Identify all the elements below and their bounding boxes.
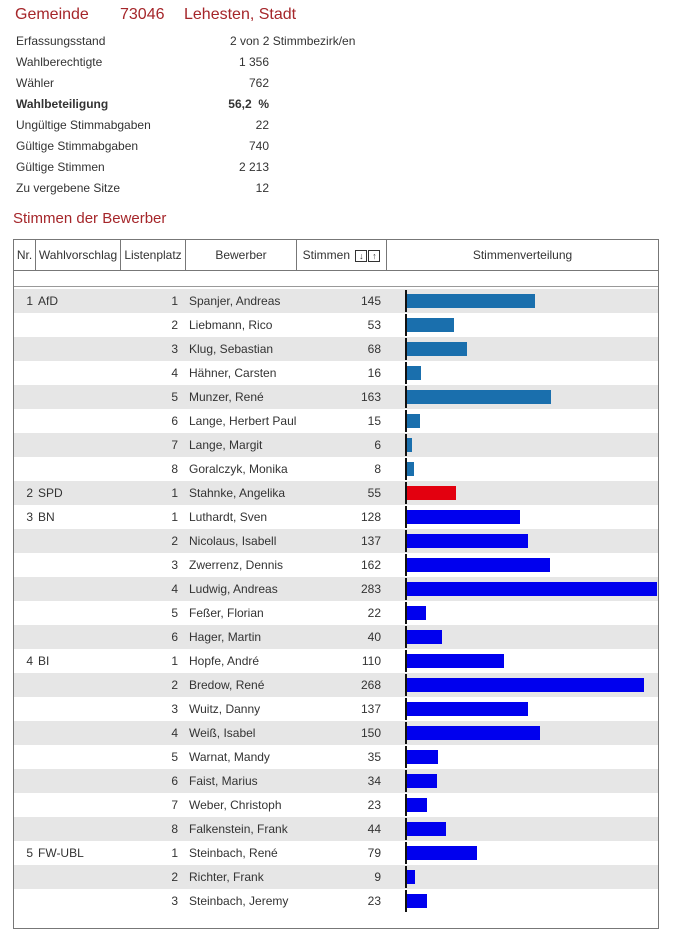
vote-count: 268 bbox=[360, 678, 381, 692]
party-number: 1 bbox=[26, 294, 33, 308]
party-number: 2 bbox=[26, 486, 33, 500]
list-position: 1 bbox=[171, 486, 178, 500]
vote-count: 283 bbox=[360, 582, 381, 596]
party-number: 5 bbox=[26, 846, 33, 860]
table-row bbox=[14, 577, 658, 601]
col-stimmen bbox=[297, 240, 387, 270]
party-name: BI bbox=[38, 654, 50, 668]
table-row bbox=[14, 385, 658, 409]
vote-bar bbox=[407, 702, 528, 716]
list-position: 7 bbox=[171, 438, 178, 452]
vote-bar bbox=[407, 654, 504, 668]
vote-count: 110 bbox=[361, 654, 381, 668]
table-row bbox=[14, 601, 658, 625]
section-title: Stimmen der Bewerber bbox=[13, 210, 167, 227]
vote-bar bbox=[407, 390, 551, 404]
table-row bbox=[14, 697, 658, 721]
list-position: 8 bbox=[171, 462, 178, 476]
col-stimmen-label: Stimmen bbox=[302, 248, 350, 262]
vote-bar bbox=[407, 630, 442, 644]
party-number: 4 bbox=[26, 654, 33, 668]
table-row bbox=[14, 793, 658, 817]
candidate-name: Klug, Sebastian bbox=[189, 342, 274, 356]
table-row bbox=[14, 457, 658, 481]
candidate-name: Zwerrenz, Dennis bbox=[189, 558, 284, 572]
vote-count: 23 bbox=[367, 798, 381, 812]
candidate-name: Steinbach, René bbox=[189, 846, 278, 860]
vote-count: 44 bbox=[367, 822, 381, 836]
vote-count: 34 bbox=[367, 774, 381, 788]
vote-count: 162 bbox=[360, 558, 381, 572]
vote-count: 68 bbox=[367, 342, 381, 356]
table-row bbox=[14, 721, 658, 745]
stat-value: 2 von 2 Stimmbezirk/en bbox=[230, 34, 356, 48]
table-row bbox=[14, 745, 658, 769]
table-header bbox=[14, 240, 658, 271]
list-position: 2 bbox=[171, 318, 178, 332]
list-position: 6 bbox=[171, 414, 178, 428]
list-position: 4 bbox=[171, 726, 178, 740]
vote-count: 23 bbox=[367, 894, 381, 908]
vote-bar bbox=[407, 342, 467, 356]
vote-bar bbox=[407, 798, 427, 812]
table-row bbox=[14, 409, 658, 433]
table-row bbox=[14, 289, 658, 313]
vote-bar bbox=[407, 438, 412, 452]
gemeinde-code: 73046 bbox=[120, 6, 165, 23]
vote-count: 137 bbox=[360, 702, 381, 716]
candidate-name: Goralczyk, Monika bbox=[189, 462, 288, 476]
vote-bar bbox=[407, 462, 414, 476]
col-stimmenverteilung: Stimmenverteilung bbox=[472, 248, 573, 262]
list-position: 1 bbox=[171, 654, 178, 668]
table-row bbox=[14, 769, 658, 793]
vote-count: 22 bbox=[367, 606, 381, 620]
stat-label: Wahlbeteiligung bbox=[16, 97, 109, 111]
vote-bar bbox=[407, 414, 420, 428]
vote-count: 16 bbox=[367, 366, 381, 380]
list-position: 3 bbox=[171, 894, 178, 908]
vote-bar bbox=[407, 894, 427, 908]
vote-bar bbox=[407, 582, 657, 596]
list-position: 2 bbox=[171, 534, 178, 548]
list-position: 4 bbox=[171, 582, 178, 596]
col-listenplatz: Listenplatz bbox=[121, 240, 186, 270]
vote-count: 40 bbox=[367, 630, 381, 644]
table-row bbox=[14, 505, 658, 529]
candidate-name: Richter, Frank bbox=[189, 870, 264, 884]
stat-value: 1 356 bbox=[238, 55, 269, 69]
vote-count: 9 bbox=[374, 870, 381, 884]
list-position: 4 bbox=[171, 366, 178, 380]
list-position: 8 bbox=[171, 822, 178, 836]
table-row bbox=[14, 889, 658, 913]
candidate-name: Munzer, René bbox=[189, 390, 264, 404]
table-row bbox=[14, 337, 658, 361]
vote-bar bbox=[407, 750, 438, 764]
vote-bar bbox=[407, 510, 520, 524]
vote-count: 137 bbox=[360, 534, 381, 548]
table-row bbox=[14, 313, 658, 337]
party-number: 3 bbox=[26, 510, 33, 524]
list-position: 3 bbox=[171, 342, 178, 356]
list-position: 1 bbox=[171, 846, 178, 860]
vote-bar bbox=[407, 678, 644, 692]
vote-bar bbox=[407, 534, 528, 548]
vote-count: 150 bbox=[360, 726, 381, 740]
candidate-name: Wuitz, Danny bbox=[189, 702, 261, 716]
vote-bar bbox=[407, 774, 437, 788]
stat-value: 56,2 % bbox=[228, 97, 269, 111]
list-position: 5 bbox=[171, 606, 178, 620]
gemeinde-name: Lehesten, Stadt bbox=[184, 6, 297, 23]
vote-bar bbox=[407, 486, 456, 500]
table-row bbox=[14, 841, 658, 865]
candidate-name: Weber, Christoph bbox=[189, 798, 282, 812]
stat-label: Zu vergebene Sitze bbox=[16, 181, 121, 195]
table-row bbox=[14, 433, 658, 457]
candidate-name: Stahnke, Angelika bbox=[189, 486, 286, 500]
candidate-name: Ludwig, Andreas bbox=[189, 582, 278, 596]
party-name: AfD bbox=[38, 294, 59, 308]
candidate-name: Nicolaus, Isabell bbox=[189, 534, 277, 548]
col-wahlvorschlag: Wahlvorschlag bbox=[36, 240, 121, 270]
stat-value: 12 bbox=[255, 181, 269, 195]
stat-label: Wahlberechtigte bbox=[16, 55, 103, 69]
stat-value: 740 bbox=[248, 139, 269, 153]
list-position: 5 bbox=[171, 390, 178, 404]
candidate-name: Luthardt, Sven bbox=[189, 510, 268, 524]
list-position: 5 bbox=[171, 750, 178, 764]
candidate-name: Weiß, Isabel bbox=[189, 726, 256, 740]
party-name: BN bbox=[38, 510, 55, 524]
vote-bar bbox=[407, 366, 421, 380]
vote-count: 6 bbox=[374, 438, 381, 452]
candidate-name: Hähner, Carsten bbox=[189, 366, 277, 380]
vote-bar bbox=[407, 318, 454, 332]
col-bewerber: Bewerber bbox=[186, 240, 297, 270]
candidate-name: Hager, Martin bbox=[189, 630, 262, 644]
table-row bbox=[14, 529, 658, 553]
candidate-name: Faist, Marius bbox=[189, 774, 258, 788]
vote-count: 163 bbox=[360, 390, 381, 404]
vote-bar bbox=[407, 606, 426, 620]
vote-bar bbox=[407, 822, 446, 836]
col-nr: Nr. bbox=[14, 240, 36, 270]
vote-count: 79 bbox=[367, 846, 381, 860]
table-row bbox=[14, 625, 658, 649]
list-position: 1 bbox=[171, 294, 178, 308]
vote-bar bbox=[407, 726, 540, 740]
stat-label: Erfassungsstand bbox=[16, 34, 106, 48]
stat-label: Wähler bbox=[16, 76, 55, 90]
vote-bar bbox=[407, 558, 550, 572]
party-name: SPD bbox=[38, 486, 63, 500]
vote-count: 8 bbox=[374, 462, 381, 476]
candidate-name: Steinbach, Jeremy bbox=[189, 894, 289, 908]
vote-bar bbox=[407, 294, 535, 308]
list-position: 1 bbox=[171, 510, 178, 524]
list-position: 7 bbox=[171, 798, 178, 812]
gemeinde-label: Gemeinde bbox=[15, 6, 89, 23]
candidate-name: Hopfe, André bbox=[189, 654, 260, 668]
stat-label: Ungültige Stimmabgaben bbox=[16, 118, 151, 132]
list-position: 6 bbox=[171, 774, 178, 788]
list-position: 6 bbox=[171, 630, 178, 644]
table-row bbox=[14, 865, 658, 889]
list-position: 2 bbox=[171, 870, 178, 884]
sort-ascending-icon[interactable]: ↑ bbox=[368, 250, 380, 262]
results-table bbox=[13, 239, 659, 929]
list-position: 2 bbox=[171, 678, 178, 692]
list-position: 3 bbox=[171, 702, 178, 716]
party-name: FW-UBL bbox=[38, 846, 84, 860]
table-row bbox=[14, 361, 658, 385]
candidate-name: Lange, Herbert Paul bbox=[189, 414, 297, 428]
candidate-name: Liebmann, Rico bbox=[189, 318, 273, 332]
vote-count: 35 bbox=[367, 750, 381, 764]
vote-count: 55 bbox=[367, 486, 381, 500]
vote-count: 53 bbox=[367, 318, 381, 332]
stat-label: Gültige Stimmen bbox=[16, 160, 105, 174]
table-row bbox=[14, 673, 658, 697]
vote-bar bbox=[407, 870, 415, 884]
list-position: 3 bbox=[171, 558, 178, 572]
candidate-name: Warnat, Mandy bbox=[189, 750, 270, 764]
vote-bar bbox=[407, 846, 477, 860]
candidate-name: Bredow, René bbox=[189, 678, 265, 692]
table-row bbox=[14, 481, 658, 505]
table-row bbox=[14, 553, 658, 577]
candidate-name: Spanjer, Andreas bbox=[189, 294, 281, 308]
stat-value: 22 bbox=[255, 118, 269, 132]
candidate-name: Feßer, Florian bbox=[189, 606, 264, 620]
stat-value: 2 213 bbox=[238, 160, 269, 174]
vote-count: 145 bbox=[360, 294, 381, 308]
header-spacer bbox=[14, 270, 658, 287]
table-row bbox=[14, 649, 658, 673]
vote-count: 128 bbox=[360, 510, 381, 524]
sort-descending-icon[interactable]: ↓ bbox=[355, 250, 367, 262]
stat-value: 762 bbox=[248, 76, 269, 90]
stat-label: Gültige Stimmabgaben bbox=[16, 139, 139, 153]
table-row bbox=[14, 817, 658, 841]
candidate-name: Lange, Margit bbox=[189, 438, 263, 452]
candidate-name: Falkenstein, Frank bbox=[189, 822, 288, 836]
vote-count: 15 bbox=[367, 414, 381, 428]
